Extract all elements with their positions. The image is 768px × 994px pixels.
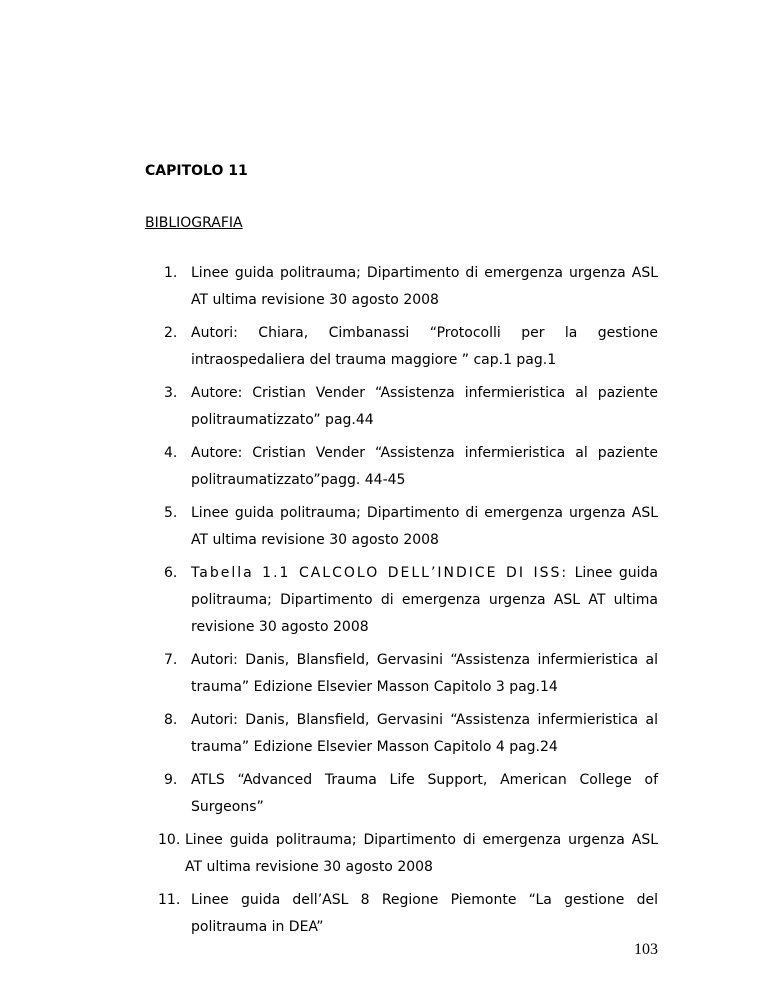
entry-text: Autori: Chiara, Cimbanassi “Protocolli per la gestione intraospedaliera del trauma maggiore ” cap.1 pag.1 bbox=[191, 325, 658, 368]
entry-text: Linee guida politrauma; Dipartimento di emergenza urgenza ASL AT ultima revisione 30 agosto 2008 bbox=[185, 832, 658, 875]
entry-number: 1. bbox=[164, 265, 178, 281]
bibliography-entry bbox=[0, 647, 658, 701]
entry-text: Autore: Cristian Vender “Assistenza infermieristica al paziente politraumatizzato”pagg. 44-45 bbox=[191, 445, 658, 488]
entry-number: 8. bbox=[164, 712, 178, 728]
bibliography-entry bbox=[0, 887, 658, 941]
entry-text: Linee guida politrauma; Dipartimento di emergenza urgenza ASL AT ultima revisione 30 agosto 2008 bbox=[191, 265, 658, 308]
page-number: 103 bbox=[634, 941, 658, 958]
entry-number: 3. bbox=[164, 385, 178, 401]
entry-number: 6. bbox=[164, 565, 178, 581]
entry-text: ATLS “Advanced Trauma Life Support, American College of Surgeons” bbox=[191, 772, 658, 815]
entry-number: 5. bbox=[164, 505, 178, 521]
entry-number: 9. bbox=[164, 772, 178, 788]
bibliography-entry bbox=[0, 440, 658, 494]
entry-text: Linee guida politrauma; Dipartimento di emergenza urgenza ASL AT ultima revisione 30 agosto 2008 bbox=[191, 565, 658, 635]
bibliography-entry bbox=[0, 500, 658, 554]
bibliography-entry bbox=[0, 380, 658, 434]
entry-number: 2. bbox=[164, 325, 178, 341]
entry-text: Autori: Danis, Blansfield, Gervasini “Assistenza infermieristica al trauma” Edizione Elsevier Masson Capitolo 4 pag.24 bbox=[191, 712, 658, 755]
section-title: BIBLIOGRAFIA bbox=[145, 215, 243, 231]
table-reference: Tabella 1.1 CALCOLO DELL’INDICE DI ISS: bbox=[191, 565, 569, 581]
entry-text: Linee guida dell’ASL 8 Regione Piemonte “La gestione del politrauma in DEA” bbox=[191, 892, 658, 935]
bibliography-entry bbox=[0, 320, 658, 374]
entry-text: Autori: Danis, Blansfield, Gervasini “Assistenza infermieristica al trauma” Edizione Elsevier Masson Capitolo 3 pag.14 bbox=[191, 652, 658, 695]
bibliography-list bbox=[0, 260, 768, 947]
entry-number: 4. bbox=[164, 445, 178, 461]
entry-number: 7. bbox=[164, 652, 178, 668]
entry-text: Linee guida politrauma; Dipartimento di emergenza urgenza ASL AT ultima revisione 30 agosto 2008 bbox=[191, 505, 658, 548]
bibliography-entry bbox=[0, 707, 658, 761]
bibliography-entry bbox=[0, 560, 658, 641]
bibliography-entry bbox=[0, 260, 658, 314]
entry-text: Autore: Cristian Vender “Assistenza infermieristica al paziente politraumatizzato” pag.44 bbox=[191, 385, 658, 428]
bibliography-entry bbox=[0, 827, 658, 881]
bibliography-entry bbox=[0, 767, 658, 821]
entry-number: 10. bbox=[158, 832, 181, 848]
chapter-title: CAPITOLO 11 bbox=[145, 163, 248, 179]
entry-number: 11. bbox=[158, 892, 181, 908]
